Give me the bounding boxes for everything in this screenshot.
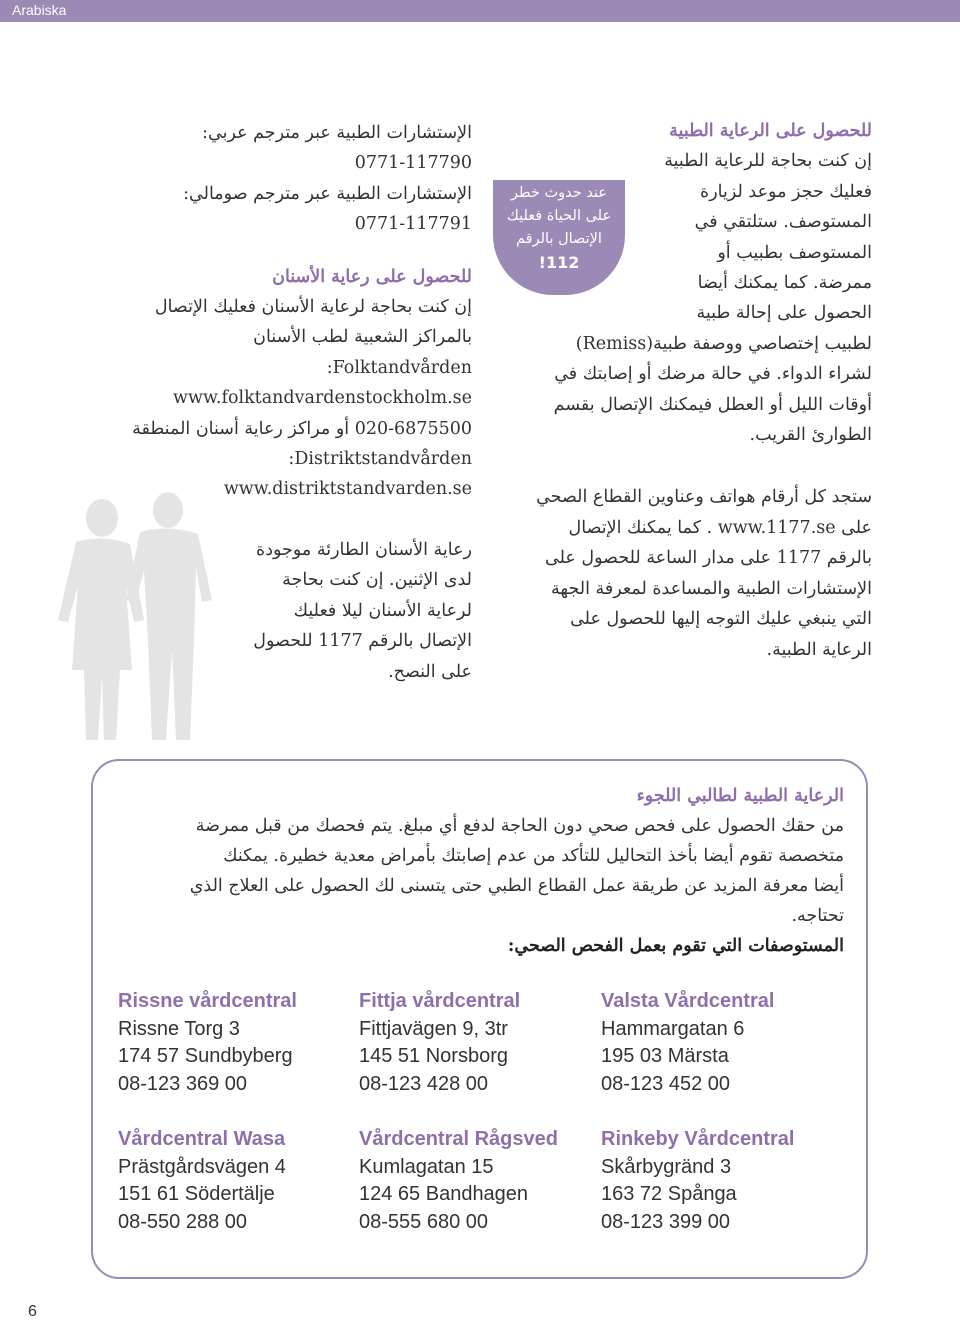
clinic-street: Hammargatan 6 <box>601 1017 745 1040</box>
distriktstandvarden-url[interactable]: www.distriktstandvarden.se <box>223 479 472 500</box>
clinic-name: Rissne vårdcentral <box>118 990 297 1012</box>
clinic-street: Skårbygränd 3 <box>601 1155 732 1178</box>
language-label: Arabiska <box>12 2 67 18</box>
clinic-name: Rinkeby Vårdcentral <box>601 1128 795 1150</box>
dental-emergency-paragraph <box>212 535 472 687</box>
clinic-card <box>118 988 358 1098</box>
clinic-card <box>601 988 841 1098</box>
somali-interpreter-number: 0771-117791 <box>354 214 472 235</box>
dental-emergency-line: لدى الإثنين. إن كنت بحاجة <box>282 570 472 591</box>
dental-emergency-line: لرعاية الأسنان ليلا فعليك <box>293 600 472 621</box>
emergency-callout <box>493 168 625 295</box>
asylum-line: تحتاجه. <box>791 906 844 926</box>
clinic-city: 151 61 Södertälje <box>118 1183 275 1205</box>
dental-line: بالمراكز الشعبية لطب الأسنان <box>253 327 472 348</box>
para2-line: بالرقم 1177 على مدار الساعة للحصول على <box>545 548 872 569</box>
clinic-card <box>601 1126 841 1236</box>
people-silhouette-illustration <box>40 490 240 740</box>
para2-line: الإستشارات الطبية والمساعدة لمعرفة الجهة <box>551 578 872 599</box>
clinic-city: 195 03 Märsta <box>601 1045 729 1067</box>
clinic-phone: 08-123 399 00 <box>601 1210 731 1233</box>
para1-line: فعليك حجز موعد لزيارة <box>700 181 872 202</box>
distriktstandvarden-label: :Distriktstandvården <box>288 449 472 470</box>
para1-line: إن كنت بحاجة للرعاية الطبية <box>664 151 872 172</box>
top-bar <box>0 0 960 22</box>
clinic-name: Vårdcentral Rågsved <box>359 1128 558 1150</box>
dental-emergency-line: على النصح. <box>388 661 472 682</box>
clinic-name: Vårdcentral Wasa <box>118 1128 286 1150</box>
district-dental-line: 020-6875500 أو مراكز رعاية أسنان المنطقة <box>132 418 472 439</box>
para1-line: الحصول على إحالة طبية <box>696 303 872 324</box>
para1-line: (Remiss)لطبيب إختصاصي ووصفة طبية <box>575 333 872 354</box>
clinic-city: 124 65 Bandhagen <box>359 1183 529 1205</box>
clinic-phone: 08-123 428 00 <box>359 1072 489 1095</box>
clinic-street: Fittjavägen 9, 3tr <box>359 1017 508 1040</box>
clinics-heading: المستوصفات التي تقوم بعمل الفحص الصحي: <box>507 936 844 956</box>
dental-emergency-line: رعاية الأسنان الطارئة موجودة <box>256 539 472 560</box>
clinic-card <box>359 1126 599 1236</box>
para1-line: ممرضة. كما يمكنك أيضا <box>697 273 872 294</box>
arabic-interpreter-number: 0771-117790 <box>354 153 472 174</box>
dental-emergency-line: الإتصال بالرقم 1177 للحصول <box>253 631 472 652</box>
asylum-line: متخصصة تقوم أيضا بأخذ التحاليل للتأكد من عدم إصابتك بأمراض معدية خطيرة. يمكنك <box>223 846 844 866</box>
clinic-city: 174 57 Sundbyberg <box>118 1045 293 1067</box>
para1-line: المستوصف بطبيب أو <box>717 242 872 263</box>
clinic-name: Valsta Vårdcentral <box>601 990 775 1012</box>
clinic-phone: 08-123 452 00 <box>601 1072 731 1095</box>
clinic-card <box>118 1126 358 1236</box>
clinic-street: Kumlagatan 15 <box>359 1155 494 1178</box>
para2-line: على www.1177.se . كما يمكنك الإتصال <box>568 517 872 538</box>
medical-care-title: للحصول على الرعاية الطبية <box>669 121 872 141</box>
clinic-name: Fittja vårdcentral <box>359 990 521 1012</box>
somali-interpreter-label: الإستشارات الطبية عبر مترجم صومالي: <box>183 183 472 204</box>
clinic-phone: 08-123 369 00 <box>118 1072 248 1095</box>
asylum-line: من حقك الحصول على فحص صحي دون الحاجة لدفع أي مبلغ. يتم فحصك من قبل ممرضة <box>195 816 844 836</box>
page-number: 6 <box>28 1303 37 1320</box>
para1-line: أوقات الليل أو العطل فيمكنك الإتصال بقسم <box>553 394 872 415</box>
para1-line: المستوصف. ستلتقي في <box>694 212 872 233</box>
clinic-phone: 08-550 288 00 <box>118 1210 248 1233</box>
clinic-card <box>359 988 599 1098</box>
callout-line: الإتصال بالرقم <box>516 231 602 247</box>
callout-line: عند حدوث خطر <box>511 185 607 201</box>
folktandvarden-url[interactable]: www.folktandvardenstockholm.se <box>173 388 472 409</box>
asylum-title: الرعاية الطبية لطالبي اللجوء <box>636 786 844 806</box>
dental-line: إن كنت بحاجة لرعاية الأسنان فعليك الإتصال <box>154 297 472 318</box>
para2-line: الرعاية الطبية. <box>766 639 872 660</box>
clinic-phone: 08-555 680 00 <box>359 1210 489 1233</box>
medical-care-1177-paragraph <box>492 482 872 664</box>
asylum-line: أيضا معرفة المزيد عن طريقة عمل القطاع الطبي حتى يتسنى لك الحصول على العلاج الذي <box>189 876 844 896</box>
clinic-city: 145 51 Norsborg <box>359 1045 508 1067</box>
clinic-street: Prästgårdsvägen 4 <box>118 1155 286 1178</box>
clinic-city: 163 72 Spånga <box>601 1183 737 1205</box>
para2-line: ستجد كل أرقام هواتف وعناوين القطاع الصحي <box>536 487 872 508</box>
folktandvarden-label: :Folktandvården <box>326 357 472 378</box>
arabic-interpreter-label: الإستشارات الطبية عبر مترجم عربي: <box>202 123 472 143</box>
para2-line: التي ينبغي عليك التوجه إليها للحصول على <box>570 609 872 630</box>
callout-line: على الحياة فعليك <box>506 208 612 224</box>
dental-title: للحصول على رعاية الأسنان <box>272 266 472 287</box>
para1-line: الطوارئ القريب. <box>749 425 872 446</box>
emergency-number: 112! <box>538 253 580 272</box>
clinic-street: Rissne Torg 3 <box>118 1017 240 1040</box>
para1-line: لشراء الدواء. في حالة مرضك أو إصابتك في <box>554 364 872 385</box>
